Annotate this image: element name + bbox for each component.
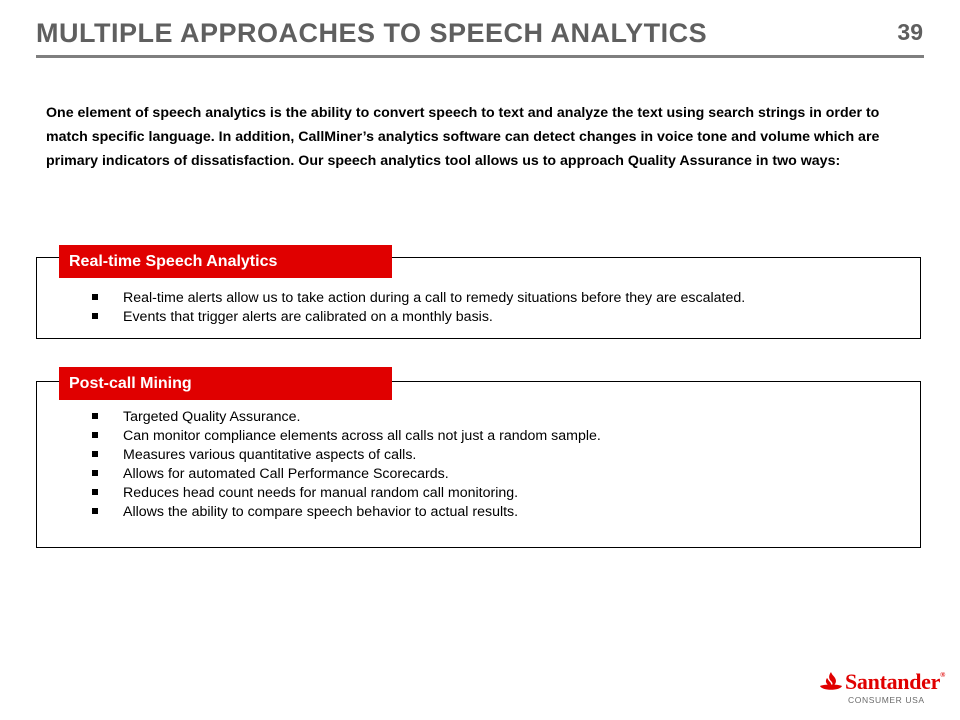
list-item-text: Measures various quantitative aspects of calls.	[123, 447, 417, 463]
list-item	[92, 465, 601, 484]
list-item-text: Reduces head count needs for manual random call monitoring.	[123, 485, 519, 501]
list-item-text: Targeted Quality Assurance.	[123, 409, 301, 425]
square-bullet-icon	[92, 313, 98, 319]
square-bullet-icon	[92, 470, 98, 476]
list-item-text: Allows for automated Call Performance Scorecards.	[123, 466, 449, 482]
list-item	[92, 308, 745, 327]
flame-icon	[818, 671, 844, 693]
square-bullet-icon	[92, 489, 98, 495]
list-item	[92, 446, 601, 465]
title-divider	[36, 55, 924, 58]
logo-wordmark	[845, 669, 945, 695]
list-item-text: Allows the ability to compare speech behavior to actual results.	[123, 504, 519, 520]
square-bullet-icon	[92, 451, 98, 457]
list-item-text: Events that trigger alerts are calibrated on a monthly basis.	[123, 309, 493, 325]
list-item	[92, 484, 601, 503]
list-item	[92, 427, 601, 446]
logo-subtitle: CONSUMER USA	[848, 695, 925, 705]
page-title: MULTIPLE APPROACHES TO SPEECH ANALYTICS	[36, 18, 708, 48]
list-item	[92, 503, 601, 522]
list-item-text: Real-time alerts allow us to take action during a call to remedy situations before they are escalated.	[123, 290, 746, 306]
square-bullet-icon	[92, 294, 98, 300]
realtime-section-heading: Real-time Speech Analytics	[59, 245, 392, 278]
postcall-section-heading: Post-call Mining	[59, 367, 392, 400]
square-bullet-icon	[92, 508, 98, 514]
realtime-bullet-list	[92, 289, 745, 327]
list-item-text: Can monitor compliance elements across all calls not just a random sample.	[123, 428, 601, 444]
page-number: 39	[897, 19, 923, 45]
registered-mark: ®	[940, 671, 946, 679]
logo-name: Santander	[845, 669, 941, 694]
postcall-bullet-list	[92, 408, 601, 522]
list-item	[92, 289, 745, 308]
intro-paragraph: One element of speech analytics is the ability to convert speech to text and analyze the text using search strings in order to match specific language. In addition, CallMiner’s analytics software can detect changes in voice tone and volume which are primary indicators of dissatisfaction. Our speech analytics tool allows us to approach Quality Assurance in two ways:	[46, 105, 880, 169]
santander-logo	[818, 669, 946, 709]
square-bullet-icon	[92, 413, 98, 419]
square-bullet-icon	[92, 432, 98, 438]
list-item	[92, 408, 601, 427]
